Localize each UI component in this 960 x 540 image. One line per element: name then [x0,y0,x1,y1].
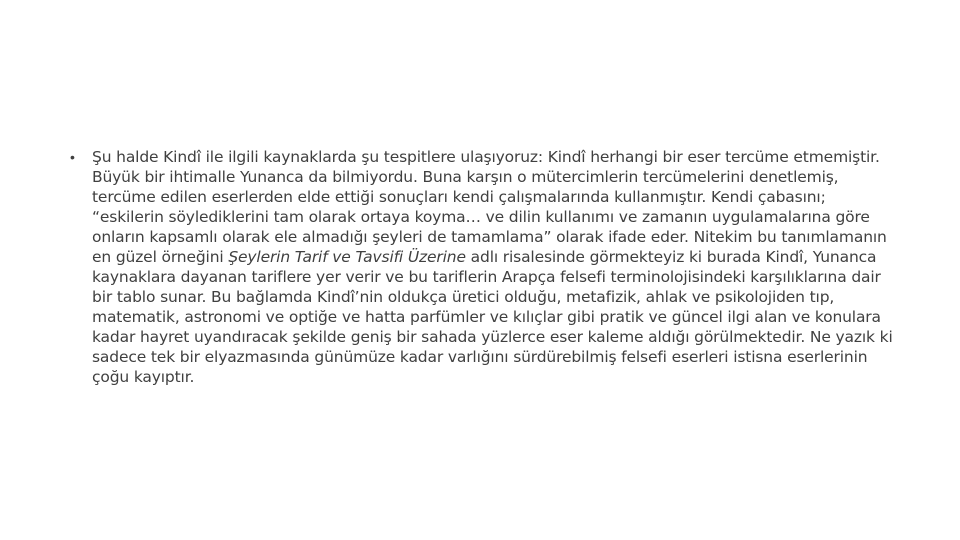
bullet-point: • [70,149,75,165]
italic-work-title: Şeylerin Tarif ve Tavsifi Üzerine [228,248,466,266]
bullet-item [70,147,900,387]
paragraph-part-2: adlı risalesinde görmekteyiz ki burada Kindî, Yunanca kaynaklara dayanan tariflere yer verir ve bu tariflerin Arapça felsefi terminolojisindeki karşılıklarına dair bir tablo sunar. Bu bağlamda Kindî’nin oldukça üretici olduğu, metafizik, ahlak ve psikolojiden tıp, matematik, astronomi ve optiğe ve hatta parfümler ve kılıçlar gibi pratik ve güncel ilgi alan ve konulara kadar hayret uyandıracak şekilde geniş bir sahada yüzlerce eser kaleme aldığı görülmektedir. Ne yazık ki sadece tek bir elyazmasında günümüze kadar varlığını sürdürebilmiş felsefi eserleri istisna eserlerinin çoğu kayıptır. [92,248,893,386]
paragraph-part-1: Şu halde Kindî ile ilgili kaynaklarda şu tespitlere ulaşıyoruz: Kindî herhangi bir eser tercüme etmemiştir. Büyük bir ihtimalle Yunanca da bilmiyordu. Buna karşın o mütercimlerin tercümelerini denetlemiş, tercüme edilen eserlerden elde ettiği sonuçları kendi çalışmalarında kullanmıştır. Kendi çabasını; “eskilerin söylediklerini tam olarak ortaya koyma… ve dilin kullanımı ve zamanın uygulamalarına göre onların kapsamlı olarak ele almadığı şeyleri de tamamlama” olarak ifade eder. Nitekim bu tanımlamanın en güzel örneğini [92,148,887,266]
paragraph-text [92,147,900,387]
